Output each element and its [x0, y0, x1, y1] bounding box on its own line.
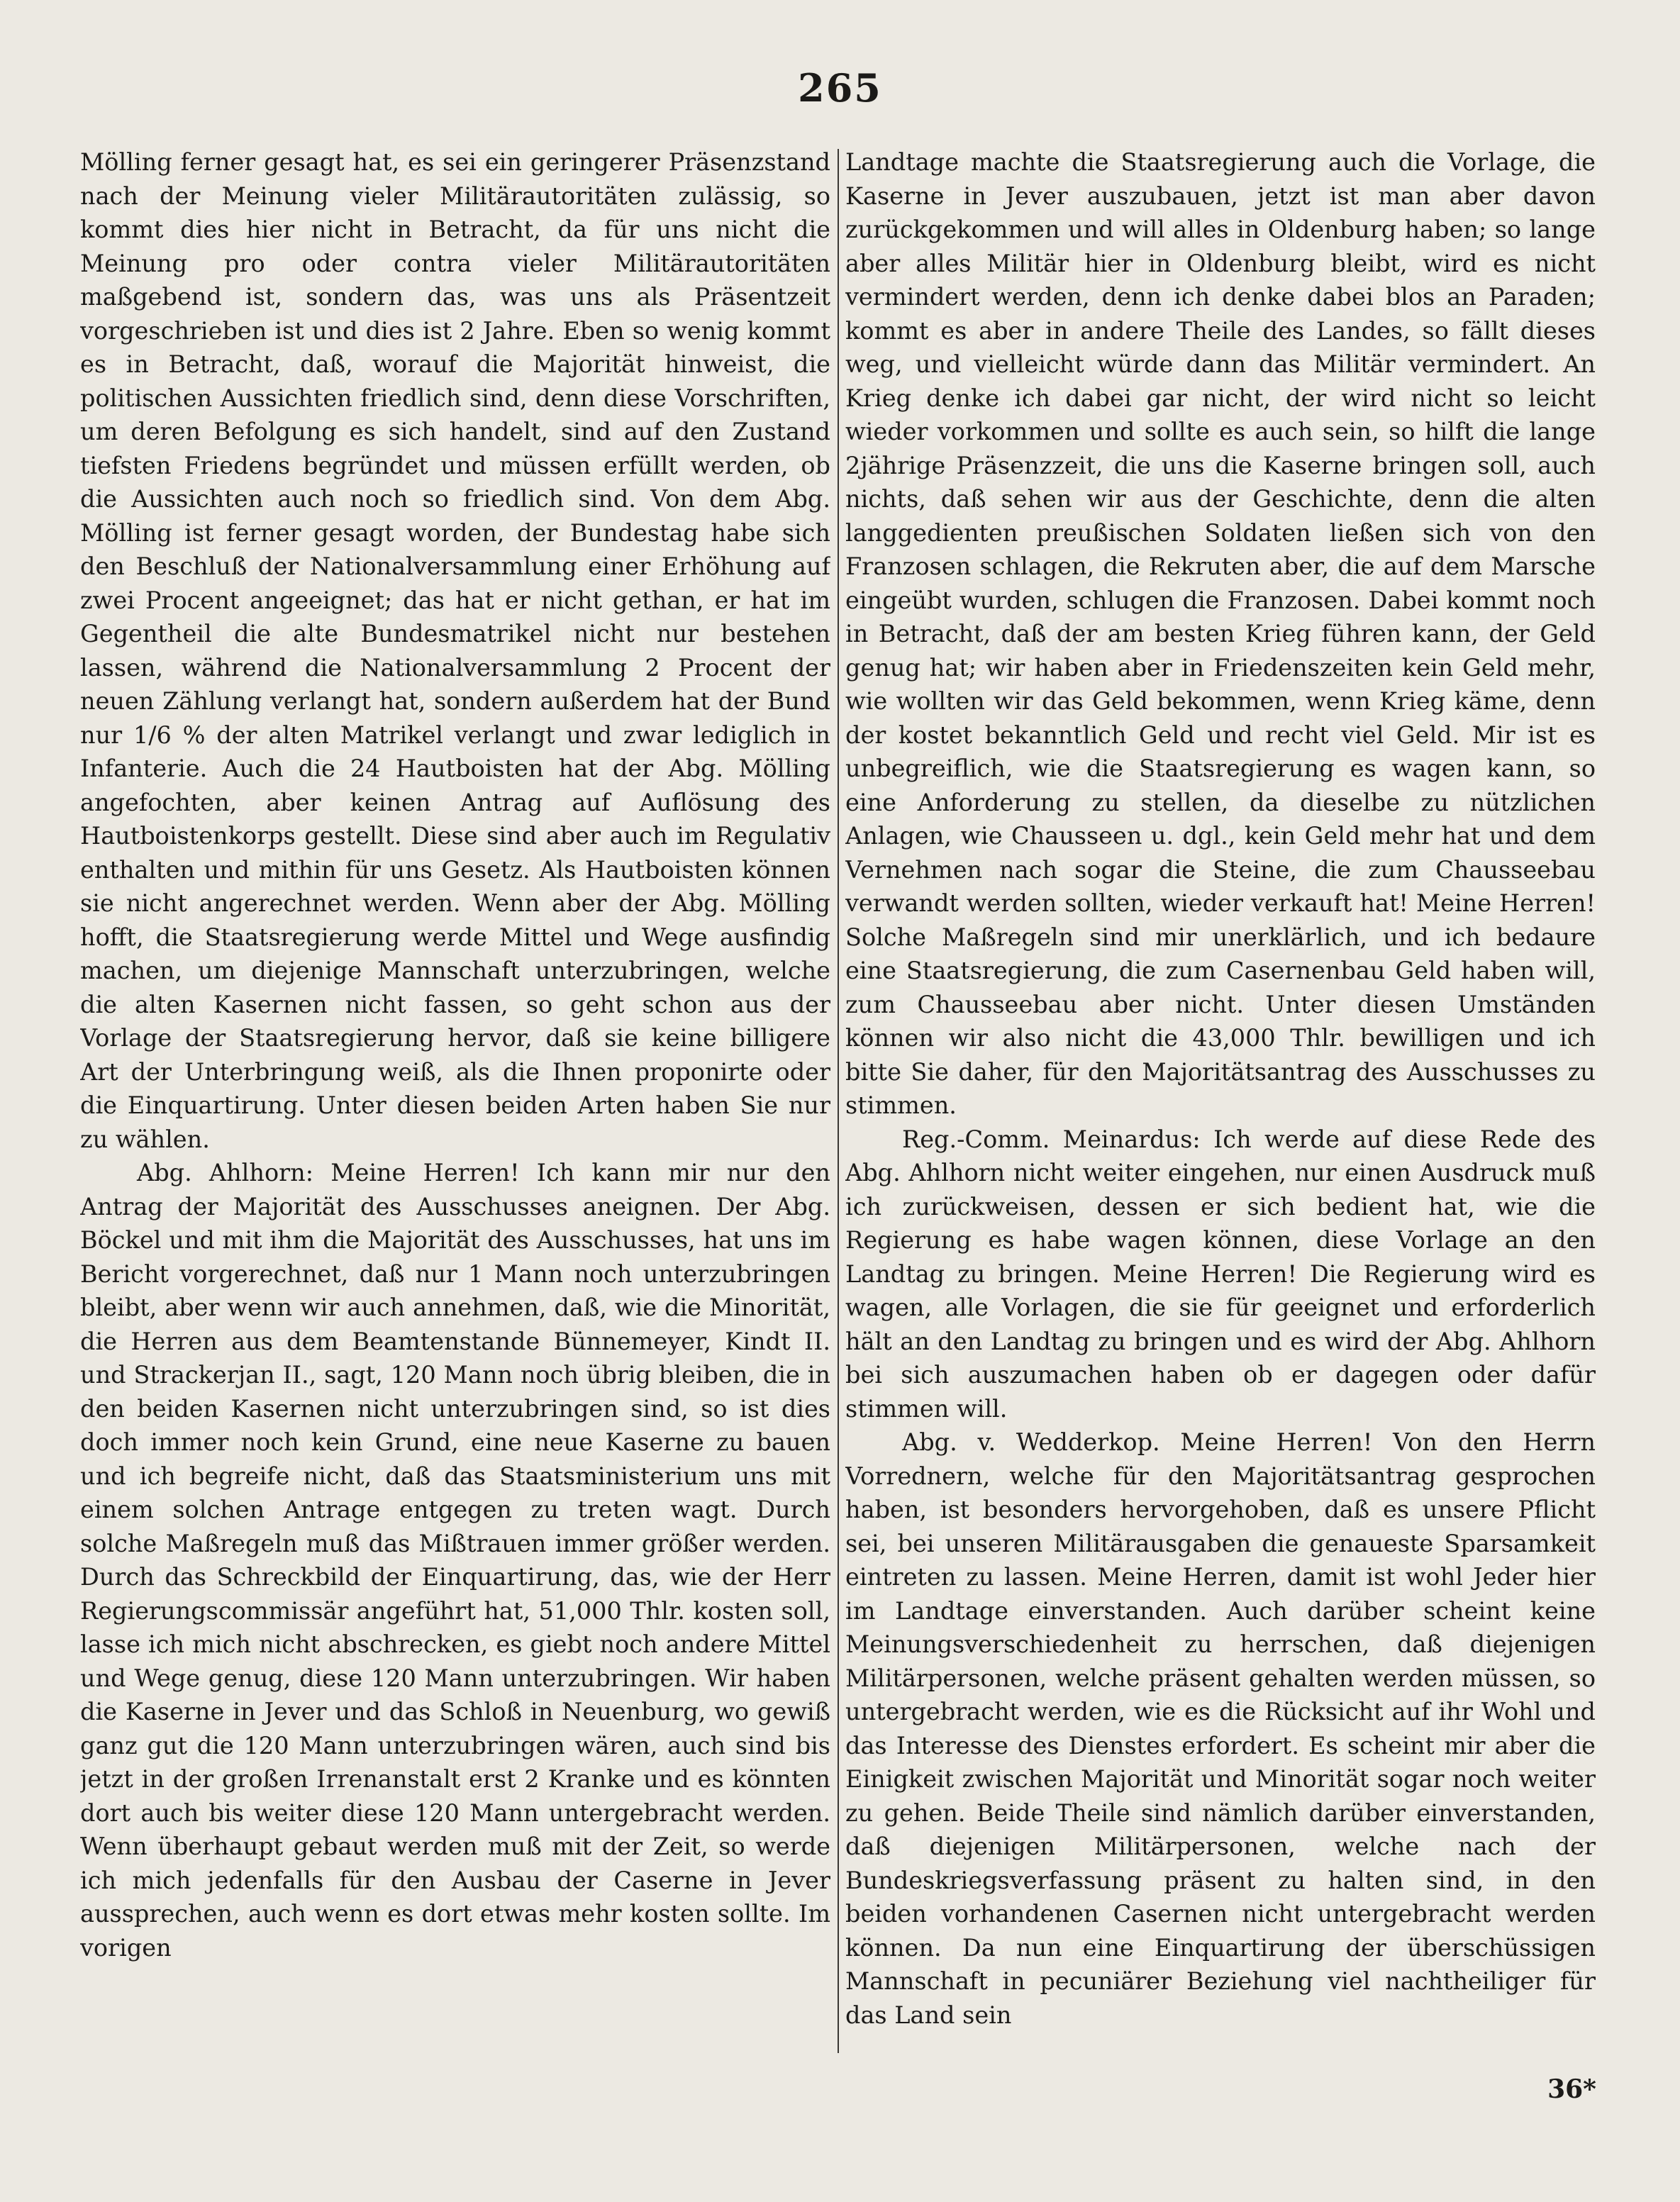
paragraph: Abg. v. Wedderkop. Meine Herren! Von den Herrn Vorrednern, welche für den Majoritätsantrag gesprochen haben, ist besonders hervorgehoben, daß es unsere Pflicht sei, bei unseren Militärausgaben die genaueste Sparsamkeit eintreten zu lassen. Meine Herren, damit ist wohl Jeder hier im Landtage einverstanden. Auch darüber scheint keine Meinungsverschiedenheit zu herrschen, daß diejenigen Militärpersonen, welche präsent gehalten werden müssen, so untergebracht werden, wie es die Rücksicht auf ihr Wohl und das Interesse des Dienstes erfordert. Es scheint mir aber die Einigkeit zwischen Majorität und Minorität sogar noch weiter zu gehen. Beide Theile sind nämlich darüber einverstanden, daß diejenigen Militärpersonen, welche nach der Bundeskriegsverfassung präsent zu halten sind, in den beiden vorhandenen Casernen nicht untergebracht werden können. Da nun eine Einquartirung der überschüssigen Mannschaft in pecuniärer Beziehung viel nachtheiliger für das Land sein: [845, 1428, 1596, 2029]
left-column: [80, 145, 830, 2053]
paragraph: Reg.-Comm. Meinardus: Ich werde auf diese Rede des Abg. Ahlhorn nicht weiter eingehen, nur einen Ausdruck muß ich zurückweisen, dessen er sich bedient hat, wie die Regierung es habe wagen können, diese Vorlage an den Landtag zu bringen. Meine Herren! Die Regierung wird es wagen, alle Vorlagen, die sie für geeignet und erforderlich hält an den Landtag zu bringen und es wird der Abg. Ahlhorn bei sich auszumachen haben ob er dagegen oder dafür stimmen will.: [845, 1125, 1596, 1423]
column-divider: [838, 149, 839, 2053]
printer-signature: 36*: [1547, 2074, 1596, 2104]
paragraph: Abg. Ahlhorn: Meine Herren! Ich kann mir nur den Antrag der Majorität des Ausschusses aneignen. Der Abg. Böckel und mit ihm die Majorität des Ausschusses, hat uns im Bericht vorgerechnet, daß nur 1 Mann noch unterzubringen bleibt, aber wenn wir auch annehmen, daß, wie die Minorität, die Herren aus dem Beamtenstande Bünnemeyer, Kindt II. und Strackerjan II., sagt, 120 Mann noch übrig bleiben, die in den beiden Kasernen nicht unterzubringen sind, so ist dies doch immer noch kein Grund, eine neue Kaserne zu bauen und ich begreife nicht, daß das Staatsministerium uns mit einem solchen Antrage entgegen zu treten wagt. Durch solche Maßregeln muß das Mißtrauen immer größer werden. Durch das Schreckbild der Einquartirung, das, wie der Herr Regierungscommissär angeführt hat, 51,000 Thlr. kosten soll, lasse ich mich nicht abschrecken, es giebt noch andere Mittel und Wege genug, diese 120 Mann unterzubringen. Wir haben die Kaserne in Jever und das Schloß in Neuenburg, wo gewiß ganz gut die 120 Mann unterzubringen wären, auch sind bis jetzt in der großen Irrenanstalt erst 2 Kranke und es könnten dort auch bis weiter diese 120 Mann untergebracht werden. Wenn überhaupt gebaut werden muß mit der Zeit, so werde ich mich jedenfalls für den Ausbau der Caserne in Jever aussprechen, auch wenn es dort etwas mehr kosten sollte. Im vorigen: [80, 1159, 830, 1962]
page-number: 265: [798, 65, 882, 111]
paragraph: Mölling ferner gesagt hat, es sei ein geringerer Präsenzstand nach der Meinung vieler Militärautoritäten zulässig, so kommt dies hier nicht in Betracht, da für uns nicht die Meinung pro oder contra vieler Militärautoritäten maßgebend ist, sondern das, was uns als Präsentzeit vorgeschrieben ist und dies ist 2 Jahre. Eben so wenig kommt es in Betracht, daß, worauf die Majorität hinweist, die politischen Aussichten friedlich sind, denn diese Vorschriften, um deren Befolgung es sich handelt, sind auf den Zustand tiefsten Friedens begründet und müssen erfüllt werden, ob die Aussichten auch noch so friedlich sind. Von dem Abg. Mölling ist ferner gesagt worden, der Bundestag habe sich den Beschluß der Nationalversammlung einer Erhöhung auf zwei Procent angeeignet; das hat er nicht gethan, er hat im Gegentheil die alte Bundesmatrikel nicht nur bestehen lassen, während die Nationalversammlung 2 Procent der neuen Zählung verlangt hat, sondern außerdem hat der Bund nur 1/6 % der alten Matrikel verlangt und zwar lediglich in Infanterie. Auch die 24 Hautboisten hat der Abg. Mölling angefochten, aber keinen Antrag auf Auflösung des Hautboistenkorps gestellt. Diese sind aber auch im Regulativ enthalten und mithin für uns Gesetz. Als Hautboisten können sie nicht angerechnet werden. Wenn aber der Abg. Mölling hofft, die Staatsregierung werde Mittel und Wege ausfindig machen, um diejenige Mannschaft unterzubringen, welche die alten Kasernen nicht fassen, so geht schon aus der Vorlage der Staatsregierung hervor, daß sie keine billigere Art der Unterbringung weiß, als die Ihnen proponirte oder die Einquartirung. Unter diesen beiden Arten haben Sie nur zu wählen.: [80, 148, 830, 1153]
paragraph: Landtage machte die Staatsregierung auch die Vorlage, die Kaserne in Jever auszubauen, jetzt ist man aber davon zurückgekommen und will alles in Oldenburg haben; so lange aber alles Militär hier in Oldenburg bleibt, wird es nicht vermindert werden, denn ich denke dabei blos an Paraden; kommt es aber in andere Theile des Landes, so fällt dieses weg, und vielleicht würde dann das Militär vermindert. An Krieg denke ich dabei gar nicht, der wird nicht so leicht wieder vorkommen und sollte es auch sein, so hilft die lange 2jährige Präsenzzeit, die uns die Kaserne bringen soll, auch nichts, daß sehen wir aus der Geschichte, denn die alten langgedienten preußischen Soldaten ließen sich von den Franzosen schlagen, die Rekruten aber, die auf dem Marsche eingeübt wurden, schlugen die Franzosen. Dabei kommt noch in Betracht, daß der am besten Krieg führen kann, der Geld genug hat; wir haben aber in Friedenszeiten kein Geld mehr, wie wollten wir das Geld bekommen, wenn Krieg käme, denn der kostet bekanntlich Geld und recht viel Geld. Mir ist es unbegreiflich, wie die Staatsregierung es wagen kann, so eine Anforderung zu stellen, da dieselbe zu nützlichen Anlagen, wie Chausseen u. dgl., kein Geld mehr hat und dem Vernehmen nach sogar die Steine, die zum Chausseebau verwandt werden sollten, wieder verkauft hat! Meine Herren! Solche Maßregeln sind mir unerklärlich, und ich bedaure eine Staatsregierung, die zum Casernenbau Geld haben will, zum Chausseebau aber nicht. Unter diesen Umständen können wir also nicht die 43,000 Thlr. bewilligen und ich bitte Sie daher, für den Majoritätsantrag des Ausschusses zu stimmen.: [845, 148, 1596, 1119]
right-column: [845, 145, 1596, 2053]
